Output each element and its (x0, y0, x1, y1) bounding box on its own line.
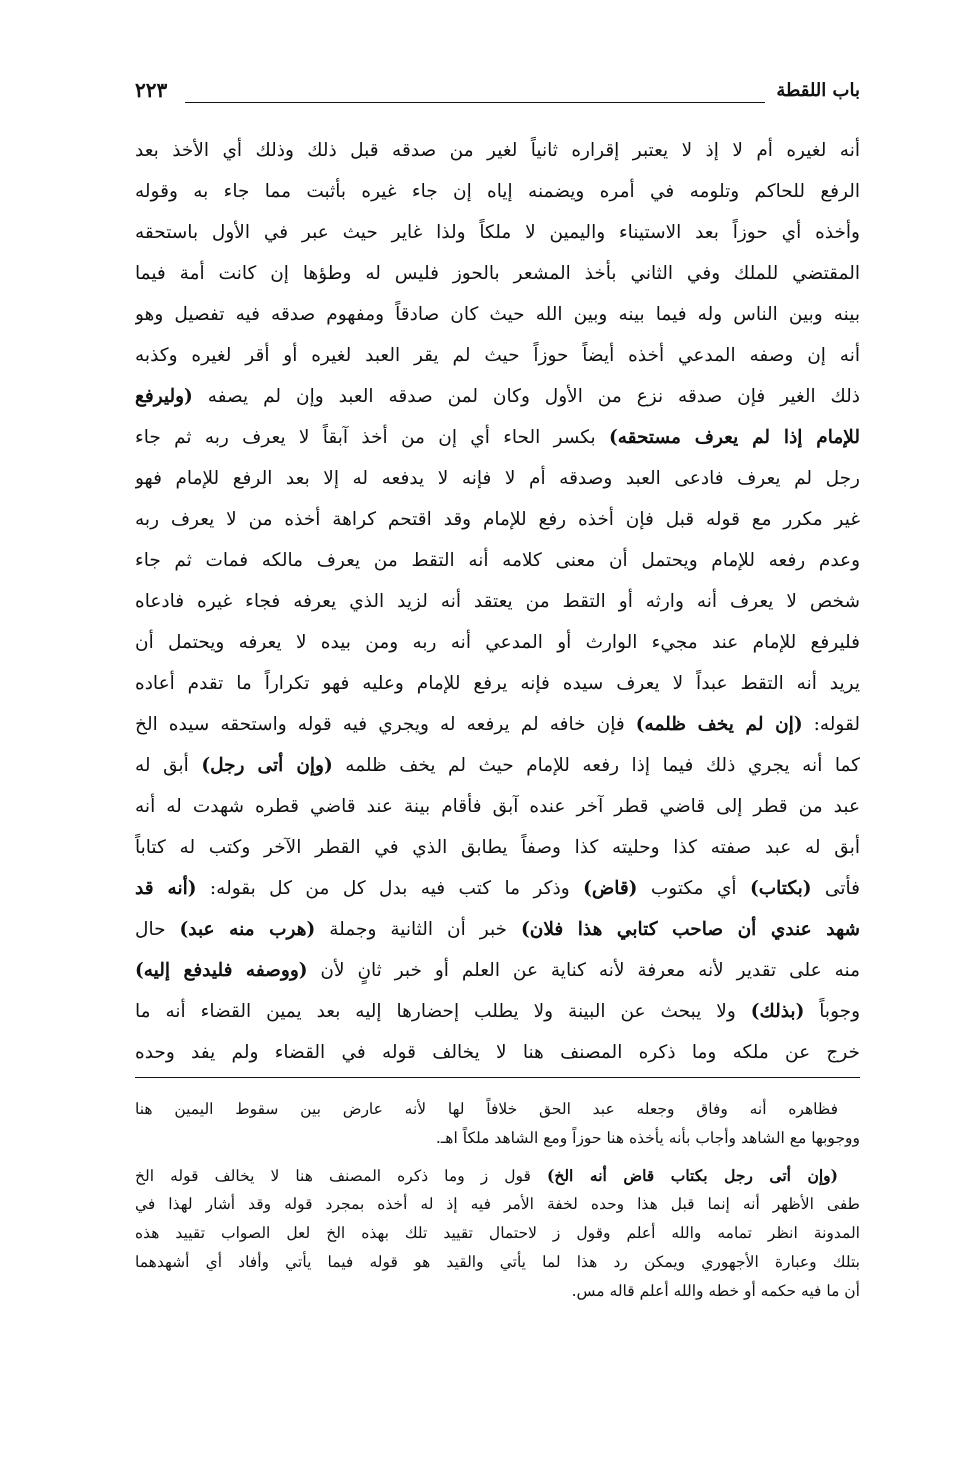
footnote-line (135, 1248, 860, 1277)
text-segment: طفى الأظهر أنه إنما قبل هذا وحده لخفة الأمر فيه إذ له أخذه بمجرد قوله وقد أشار لهذا في (135, 1195, 860, 1213)
text-line (135, 622, 860, 663)
text-segment: قول ز وما ذكره المصنف هنا لا يخالف قوله الخ (135, 1167, 547, 1185)
page-header (135, 80, 860, 110)
text-line (135, 745, 860, 786)
text-line (135, 827, 860, 868)
footnote-line (135, 1124, 860, 1153)
text-segment: فليرفع للإمام عند مجيء الوارث أو المدعي أنه ربه ومن بيده لا يعرفه ويحتمل أن (135, 632, 860, 653)
text-line (135, 786, 860, 827)
text-line (135, 909, 860, 950)
page-number: ٢٢٣ (135, 78, 168, 102)
text-segment: أبق له (135, 755, 202, 776)
matn-quote: (هرب منه عبد) (179, 919, 316, 940)
text-segment: وأخذه أي حوزاً بعد الاستيناء واليمين لا ملكاً ولذا غاير حيث عبر في الأول باستحقه (135, 222, 860, 243)
matn-quote: للإمام إذا لم يعرف مستحقه) (608, 427, 860, 448)
text-segment: شخص لا يعرف أنه وارثه أو التقط من يعتقد أنه لزيد الذي يعرفه فجاء غيره فادعاه (135, 591, 860, 612)
footnote-line (135, 1190, 860, 1219)
footnote-line (135, 1277, 860, 1306)
text-segment: المدونة انظر تمامه والله أعلم وقول ز لاحتمال تقييد تلك بهذه الخ لعل الصواب تقييد هذه (135, 1224, 860, 1242)
matn-quote: (بذلك) (750, 1001, 805, 1022)
footnotes (135, 1095, 860, 1306)
text-segment: فظاهره أنه وفاق وجعله عبد الحق خلافاً لها لأنه عارض بين سقوط اليمين هنا (135, 1100, 838, 1118)
text-line (135, 1032, 860, 1073)
footnote-line (135, 1095, 860, 1124)
text-line (135, 868, 860, 909)
text-line (135, 130, 860, 171)
text-line (135, 704, 860, 745)
text-segment: ولا يبحث عن البينة ولا يطلب إحضارها إليه بعد يمين القضاء أنه ما (135, 1001, 751, 1022)
text-line (135, 376, 860, 417)
text-segment: أن ما فيه حكمه أو خطه والله أعلم قاله مس. (571, 1282, 860, 1300)
text-line (135, 212, 860, 253)
text-segment: يريد أنه التقط عبداً لا يعرف سيده فإنه يرفع للإمام وعليه فهو تكراراً ما تقدم أعاده (135, 673, 860, 694)
text-line (135, 991, 860, 1032)
text-segment: ذلك الغير فإن صدقه نزع من الأول وكان لمن صدقه العبد وإن لم يصفه (192, 386, 860, 407)
text-line (135, 458, 860, 499)
text-segment: أبق له عبد صفته كذا وحليته كذا وصفاً يطابق الذي في القطر الآخر وكتب له كتاباً (135, 837, 860, 858)
text-segment: كما أنه يجري ذلك فيما إذا رفعه للإمام حيث لم يخف ظلمه (332, 755, 860, 776)
text-line (135, 171, 860, 212)
text-segment: منه على تقدير لأنه معرفة لأنه كناية عن العلم أو خبر ثانٍ لأن (307, 960, 860, 981)
chapter-title: باب اللقطة (776, 80, 860, 101)
text-segment: أي مكتوب (637, 878, 750, 899)
text-segment: لقوله: (802, 714, 860, 735)
text-segment: فأتى (811, 878, 860, 899)
text-line (135, 663, 860, 704)
text-segment: بتلك وعبارة الأجهوري ويمكن رد هذا لما يأتي والقيد هو قوله فيما يأتي وأفاد أي أشهدهما (135, 1253, 860, 1271)
text-segment: أنه إن وصفه المدعي أخذه أيضاً حوزاً حيث لم يقر العبد لغيره أو أقر لغيره وكذبه (135, 345, 860, 366)
matn-quote: (بكتاب) (750, 878, 812, 899)
text-line (135, 950, 860, 991)
text-line (135, 540, 860, 581)
footnote-separator (135, 1077, 860, 1078)
text-line (135, 581, 860, 622)
matn-quote: شهد عندي أن صاحب كتابي هذا فلان) (520, 919, 860, 940)
text-line (135, 294, 860, 335)
text-segment: ووجوبها مع الشاهد وأجاب بأنه يأخذه هنا حوزاً ومع الشاهد ملكاً اهـ. (435, 1129, 860, 1147)
text-segment: رجل لم يعرف فادعى العبد وصدقه أم لا فإنه لا يدفعه له إلا بعد الرفع للإمام فهو (135, 468, 860, 489)
matn-quote: (وليرفع (135, 386, 193, 407)
text-segment: أنه لغيره أم لا إذ لا يعتبر إقراره ثانياً لغير من صدقه قبل ذلك وذلك أي الأخذ بعد (135, 140, 860, 161)
footnote-line (135, 1161, 860, 1190)
matn-quote: (وإن أتى رجل بكتاب قاض أنه الخ) (547, 1166, 839, 1185)
text-segment: الرفع للحاكم وتلومه في أمره ويضمنه إياه إن جاء غيره بأثبت مما جاء به وقوله (135, 181, 860, 202)
matn-quote: (وإن أتى رجل) (201, 755, 333, 776)
text-segment: بينه وبين الناس وله فيما بينه وبين الله حيث كان صادقاً ومفهوم صدقه فيه تفصيل وهو (135, 304, 860, 325)
text-segment: حال (135, 919, 180, 940)
footnote-line (135, 1219, 860, 1248)
text-segment: خبر أن الثانية وجملة (315, 919, 521, 940)
text-line (135, 417, 860, 458)
footnote-gap (135, 1153, 860, 1161)
matn-quote: (ووصفه فليدفع إليه) (135, 960, 308, 981)
matn-quote: (قاض) (583, 878, 638, 899)
text-segment: غير مكرر مع قوله قبل فإن أخذه رفع للإمام وقد اقتحم كراهة أخذه من لا يعرف ربه (135, 509, 860, 530)
header-rule (185, 102, 765, 103)
text-segment: بكسر الحاء أي إن من أخذ آبقاً لا يعرف ربه ثم جاء (135, 427, 609, 448)
main-text (135, 130, 860, 1073)
text-segment: المقتضي للملك وفي الثاني بأخذ المشعر بالحوز فليس له وطؤها إن كانت أمة فيما (135, 263, 860, 284)
matn-quote: (أنه قد (135, 878, 197, 899)
text-segment: وجوباً (804, 1001, 860, 1022)
text-line (135, 335, 860, 376)
text-line (135, 499, 860, 540)
text-segment: عبد من قطر إلى قاضي قطر آخر عنده آبق فأقام بينة عند قاضي قطره شهدت له أنه (135, 796, 860, 817)
text-segment: وعدم رفعه للإمام ويحتمل أن معنى كلامه أنه التقط من يعرف مالكه فمات ثم جاء (135, 550, 860, 571)
text-segment: وذكر ما كتب فيه بدل كل من كل بقوله: (196, 878, 584, 899)
text-segment: فإن خافه لم يرفعه له ويجري فيه قوله واستحقه سيده الخ (135, 714, 636, 735)
matn-quote: (إن لم يخف ظلمه) (635, 714, 803, 735)
text-line (135, 253, 860, 294)
text-segment: خرج عن ملكه وما ذكره المصنف هنا لا يخالف قوله في القضاء ولم يفد وحده (135, 1042, 860, 1063)
